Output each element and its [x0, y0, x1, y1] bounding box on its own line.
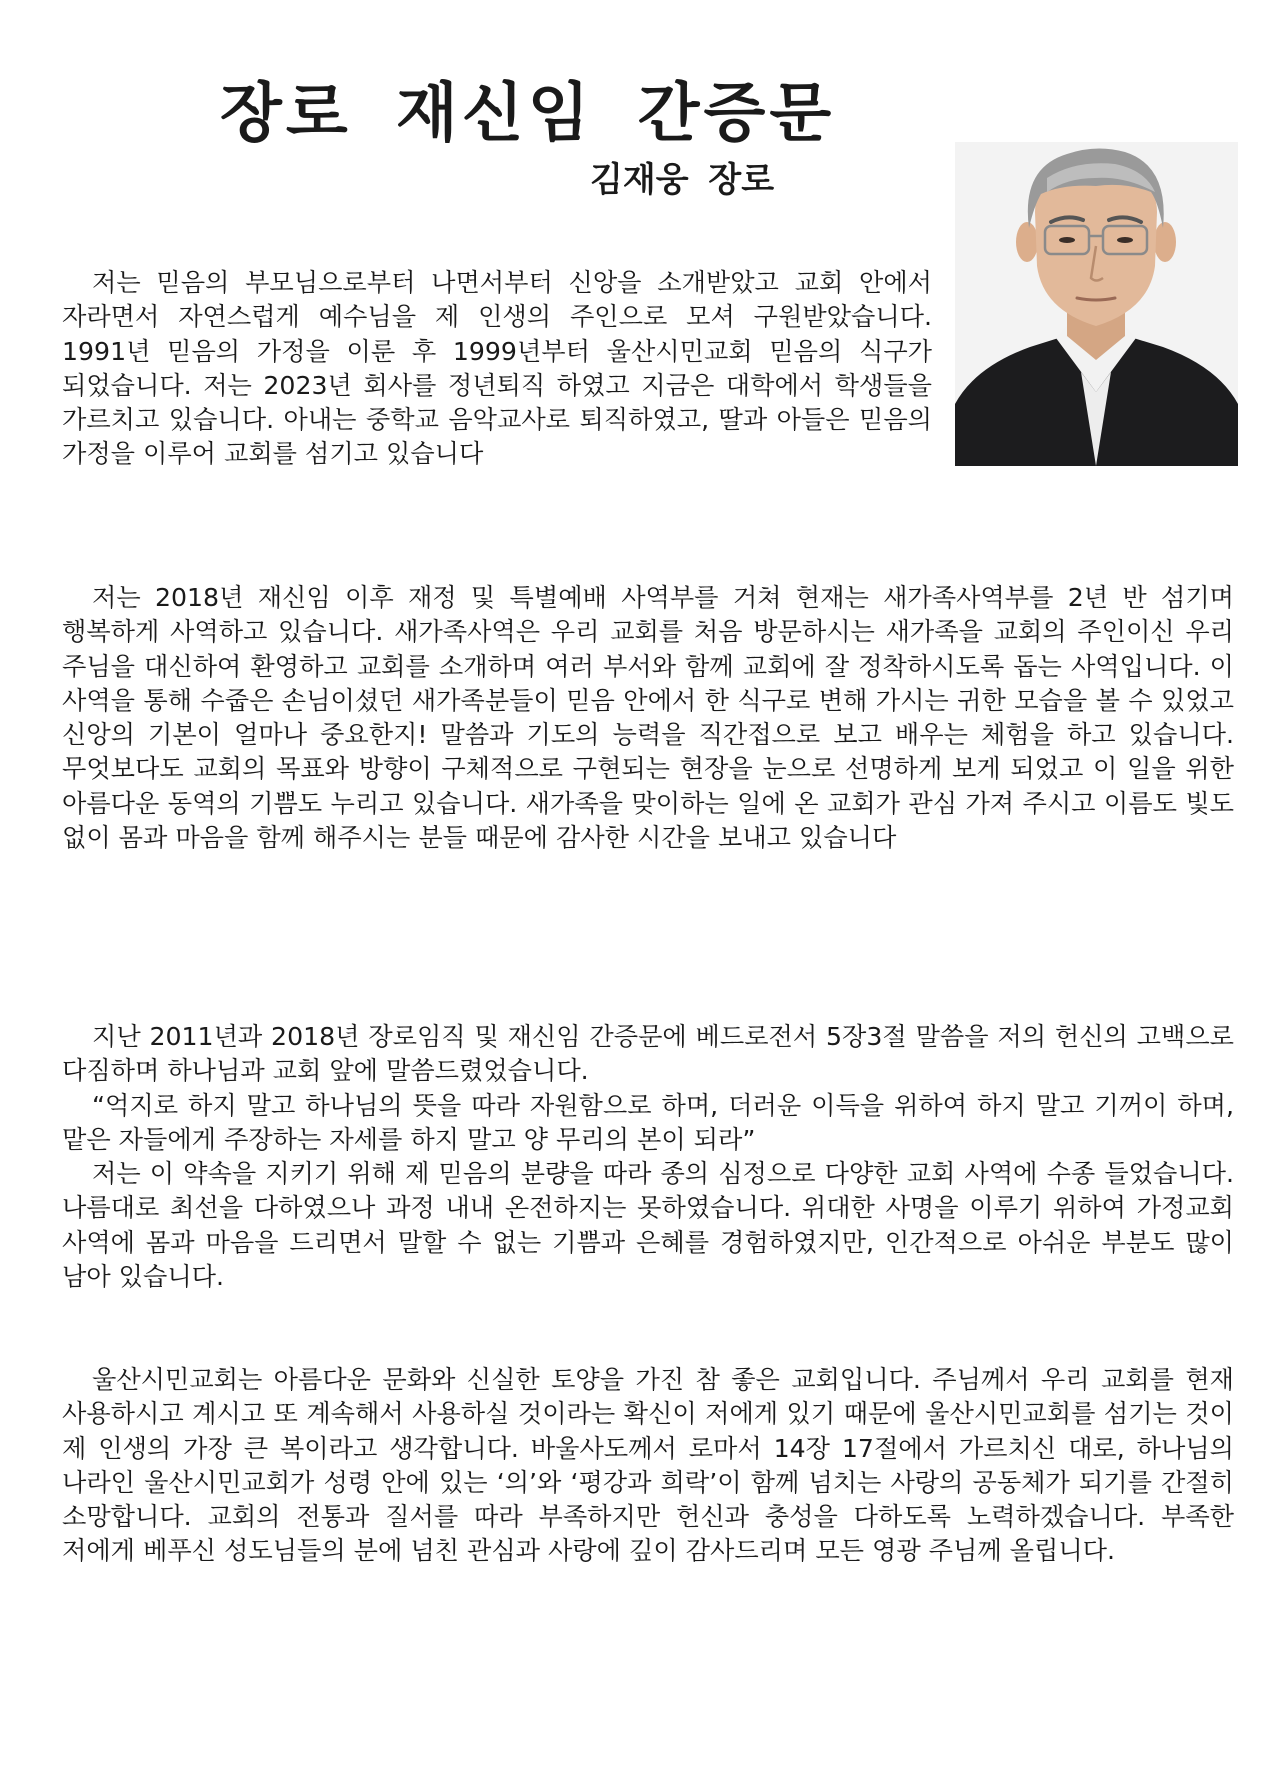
paragraph-4-text: 울산시민교회는 아름다운 문화와 신실한 토양을 가진 참 좋은 교회입니다. 주님께서 우리 교회를 현재 사용하시고 계시고 또 계속해서 사용하실 것이라는 확신이 저에게 있기 때문에 울산시민교회를 섬기는 것이 제 인생의 가장 큰 복이라고 생각합니다. 바울사도께서 로마서 14장 17절에서 가르치신 대로, 하나님의 나라인 울산시민교회가 성령 안에 있는 ‘의’와 ‘평강과 희락’이 함께 넘치는 사랑의 공동체가 되기를 간절히 소망합니다. 교회의 전통과 질서를 따라 부족하지만 헌신과 충성을 다하도록 노력하겠습니다. 부족한 저에게 베푸신 성도님들의 분에 넘친 관심과 사랑에 깊이 감사드리며 모든 영광 주님께 올립니다. — [62, 1365, 1234, 1566]
document-title: 장로 재신임 간증문 — [220, 77, 836, 151]
portrait-photo-icon — [955, 142, 1238, 466]
scripture-quote-text: “억지로 하지 말고 하나님의 뜻을 따라 자원함으로 하며, 더러운 이득을 위하여 하지 말고 기꺼이 하며, 맡은 자들에게 주장하는 자세를 하지 말고 양 무리의 본이 되라” — [62, 1090, 1234, 1154]
paragraph-3-intro-text: 지난 2011년과 2018년 장로임직 및 재신임 간증문에 베드로전서 5장3절 말씀을 저의 헌신의 고백으로 다짐하며 하나님과 교회 앞에 말씀드렸었습니다. — [62, 1022, 1234, 1086]
paragraph-3-body-text: 저는 이 약속을 지키기 위해 제 믿음의 분량을 따라 종의 심정으로 다양한 교회 사역에 수종 들었습니다. 나름대로 최선을 다하였으나 과정 내내 온전하지는 못하였습니다. 위대한 사명을 이루기 위하여 가정교회 사역에 몸과 마음을 드리면서 말할 수 없는 기쁨과 은혜를 경험하였지만, 인간적으로 아쉬운 부분도 많이 남아 있습니다. — [62, 1159, 1234, 1292]
paragraph-1 — [62, 266, 932, 472]
paragraph-3-intro — [62, 1020, 1234, 1089]
paragraph-2 — [62, 581, 1234, 855]
author-name: 김재웅 장로 — [590, 160, 775, 200]
portrait-photo — [955, 142, 1238, 466]
paragraph-1-text: 저는 믿음의 부모님으로부터 나면서부터 신앙을 소개받았고 교회 안에서 자라면서 자연스럽게 예수님을 제 인생의 주인으로 모셔 구원받았습니다. 1991년 믿음의 가정을 이룬 후 1999년부터 울산시민교회 믿음의 식구가 되었습니다. 저는 2023년 회사를 정년퇴직 하였고 지금은 대학에서 학생들을 가르치고 있습니다. 아내는 중학교 음악교사로 퇴직하였고, 딸과 아들은 믿음의 가정을 이루어 교회를 섬기고 있습니다 — [62, 268, 932, 469]
paragraph-3-body — [62, 1157, 1234, 1294]
paragraph-4 — [62, 1363, 1234, 1569]
scripture-quote — [62, 1089, 1234, 1158]
paragraph-3 — [62, 1020, 1234, 1294]
paragraph-2-text: 저는 2018년 재신임 이후 재정 및 특별예배 사역부를 거쳐 현재는 새가족사역부를 2년 반 섬기며 행복하게 사역하고 있습니다. 새가족사역은 우리 교회를 처음 방문하시는 새가족을 교회의 주인이신 우리 주님을 대신하여 환영하고 교회를 소개하며 여러 부서와 함께 교회에 잘 정착하시도록 돕는 사역입니다. 이 사역을 통해 수줍은 손님이셨던 새가족분들이 믿음 안에서 한 식구로 변해 가시는 귀한 모습을 볼 수 있었고 신앙의 기본이 얼마나 중요한지! 말씀과 기도의 능력을 직간접으로 보고 배우는 체험을 하고 있습니다. 무엇보다도 교회의 목표와 방향이 구체적으로 구현되는 현장을 눈으로 선명하게 보게 되었고 이 일을 위한 아름다운 동역의 기쁨도 누리고 있습니다. 새가족을 맞이하는 일에 온 교회가 관심 가져 주시고 이름도 빛도 없이 몸과 마음을 함께 해주시는 분들 때문에 감사한 시간을 보내고 있습니다 — [62, 583, 1234, 853]
